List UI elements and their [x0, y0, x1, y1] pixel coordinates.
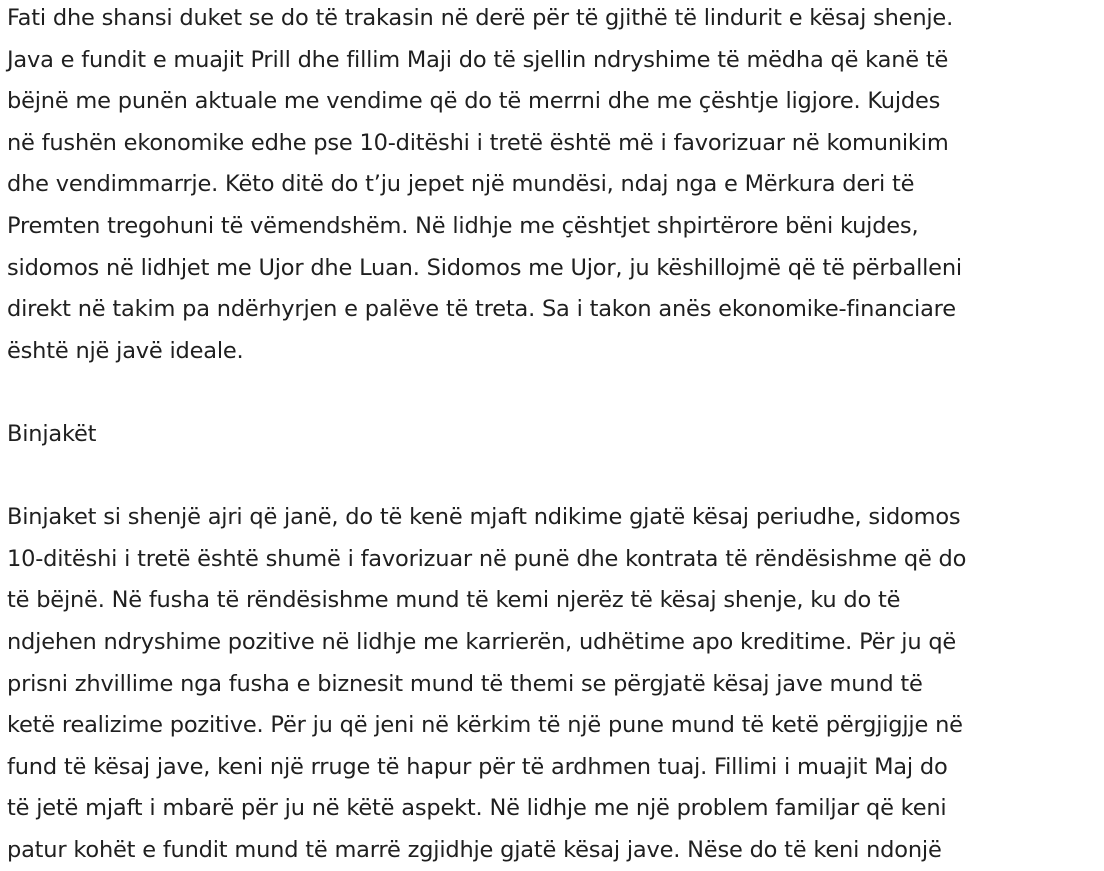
paragraph-line: Java e fundit e muajit Prill dhe fillim Maji do të sjellin ndryshime të mëdha që kanë të	[7, 46, 949, 73]
paragraph-spacer	[7, 372, 1099, 414]
paragraph-line: patur kohët e fundit mund të marrë zgjidhje gjatë kësaj jave. Nëse do të keni ndonjë	[7, 836, 942, 863]
paragraph-line: të bëjnë. Në fusha të rëndësishme mund të kemi njerëz të kësaj shenje, ku do të	[7, 587, 901, 614]
section-heading-binjaket: Binjakët	[7, 420, 97, 447]
paragraph-line: Premten tregohuni të vëmendshëm. Në lidhje me çështjet shpirtërore bëni kujdes,	[7, 212, 919, 239]
paragraph-line: fund të kësaj jave, keni një rruge të hapur për të ardhmen tuaj. Fillimi i muajit Maj do	[7, 753, 948, 780]
paragraph-line: Binjaket si shenjë ajri që janë, do të kenë mjaft ndikime gjatë kësaj periudhe, sidomos	[7, 504, 961, 531]
paragraph-binjaket	[7, 497, 1099, 871]
paragraph-line: prisni zhvillime nga fusha e biznesit mund të themi se përgjatë kësaj jave mund të	[7, 670, 923, 697]
paragraph-line: 10-ditëshi i tretë është shumë i favorizuar në punë dhe kontrata të rëndësishme që do	[7, 545, 967, 572]
paragraph-line: direkt në takim pa ndërhyrjen e palëve të treta. Sa i takon anës ekonomike-financiare	[7, 296, 956, 323]
paragraph-spacer	[7, 456, 1099, 498]
paragraph-line: Fati dhe shansi duket se do të trakasin në derë për të gjithë të lindurit e kësaj shenje.	[7, 5, 954, 31]
paragraph-line: dhe vendimmarrje. Këto ditë do t’ju jepet një mundësi, ndaj nga e Mërkura deri të	[7, 171, 915, 198]
paragraph-line: bëjnë me punën aktuale me vendime që do të merrni dhe me çështje ligjore. Kujdes	[7, 88, 941, 115]
paragraph-line: ndjehen ndryshime pozitive në lidhje me karrierën, udhëtime apo kreditime. Për ju që	[7, 628, 957, 655]
paragraph-line: është një javë ideale.	[7, 337, 244, 364]
paragraph-line: në fushën ekonomike edhe pse 10-ditëshi i tretë është më i favorizuar në komunikim	[7, 129, 949, 156]
article-body	[7, 0, 1099, 871]
paragraph-line: të jetë mjaft i mbarë për ju në këtë aspekt. Në lidhje me një problem familjar që keni	[7, 795, 947, 822]
paragraph-line: sidomos në lidhjet me Ujor dhe Luan. Sidomos me Ujor, ju këshillojmë që të përballeni	[7, 254, 962, 281]
paragraph-line: ketë realizime pozitive. Për ju që jeni në kërkim të një pune mund të ketë përgjigjje në	[7, 712, 963, 739]
paragraph-previous-sign	[7, 0, 1099, 372]
